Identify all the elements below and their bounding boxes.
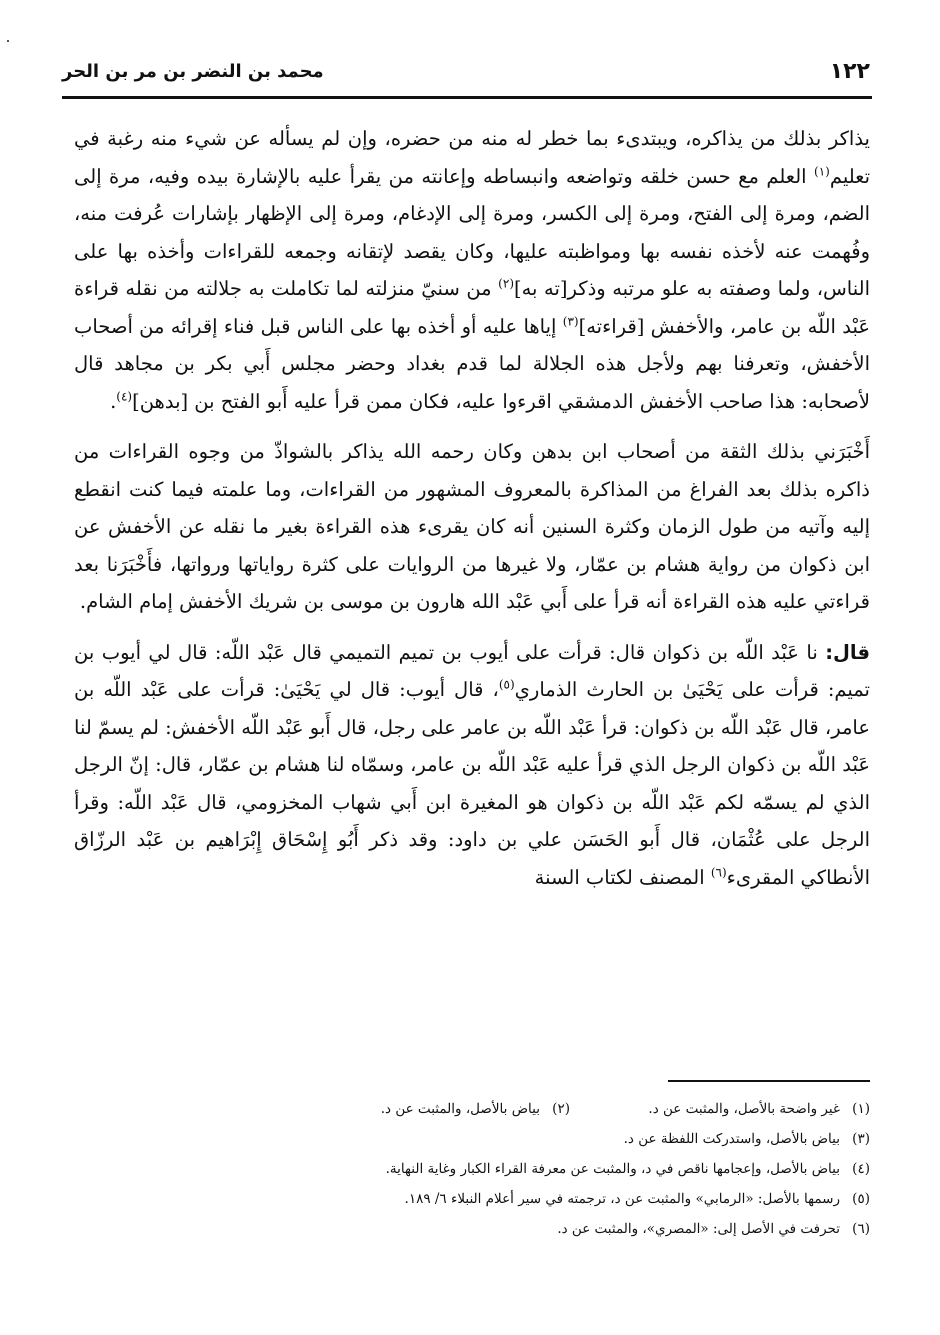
footnote-ref-3: (٣) bbox=[562, 314, 579, 328]
footnote-3-text: بياض بالأصل، واستدركت اللفظة عن د. bbox=[623, 1131, 840, 1147]
footnote-5-number: (٥) bbox=[852, 1191, 870, 1207]
footnote-3 bbox=[624, 1124, 870, 1154]
footnote-3-number: (٣) bbox=[852, 1131, 870, 1147]
footnote-2-number: (٢) bbox=[552, 1101, 570, 1117]
footnote-ref-1: (١) bbox=[814, 164, 830, 178]
paragraph-1-text-a: يذاكر بذلك من يذاكره، ويبتدىء بما خطر له منه من حضره، وإن لم يسأله عن شيء منه رغبة في تعليم bbox=[74, 127, 870, 188]
paragraph-3-text-b: ، قال أيوب: قال لي يَحْيَىٰ: قرأت على عَبْد اللّه بن عامر، قال عَبْد اللّه بن ذكوان: قرأ عَبْد اللّه بن عامر على رجل، قال أَبو عَبْد اللّه الأخفش: لم يسمّ لنا عَبْد اللّه بن ذكوان الرجل الذي قرأ عليه عَبْد اللّه بن عامر، وسمّاه لنا هشام بن عمّار، قال: إنّ الرجل الذي لم يسمّه لكم عَبْد اللّه بن ذكوان هو المغيرة ابن أَبي شهاب المخزومي، قال عَبْد اللّه: وقرأ الرجل على عُثْمَان، قال أَبو الحَسَن علي بن داود: وقد ذكر أَبُو إِسْحَاق إِبْرَاهيم بن عَبْد الرزّاق الأنطاكي المقرىء bbox=[74, 678, 870, 889]
paragraph-1-text-e: . bbox=[110, 389, 117, 413]
footnote-row bbox=[150, 1124, 870, 1154]
scan-speck bbox=[7, 40, 9, 42]
paragraph-2: أَخْبَرَني بذلك الثقة من أصحاب ابن بدهن وكان رحمه الله يذاكر بالشواذّ من وجوه القراءات من ذاكره بذلك بعد الفراغ من المذاكرة بالمعروف المشهور من القراءات، وما علمته فيما كنت انقطع إليه وآتيه من طول الزمان وكثرة السنين أنه كان يقرىء هذه القراءة بغير ما نقله عن الأخفش عن ابن ذكوان من رواية هشام بن عمّار، ولا غيرها من الروايات على كثرة رواياتها ورواتها، فأَخْبَرَنا بعد قراءتي عليه هذه القراءة أنه قرأ على أَبي عَبْد الله هارون بن موسى بن شريك الأخفش إمام الشام. bbox=[74, 440, 870, 613]
page-number: ١٢٢ bbox=[829, 59, 870, 84]
main-text bbox=[74, 120, 870, 896]
paragraph-1-text-c: من سنيّ منزلته لما تكاملت به جلالته من نقله قراءة عَبْد اللّه بن عامر، والأخفش [قراءته] bbox=[74, 277, 870, 338]
page-header bbox=[62, 57, 870, 91]
footnote-row bbox=[150, 1094, 870, 1124]
footnotes bbox=[150, 1094, 870, 1244]
running-title: محمد بن النضر بن مر بن الحر bbox=[62, 61, 324, 82]
footnote-1-text: غير واضحة بالأصل، والمثبت عن د. bbox=[648, 1101, 840, 1117]
footnote-1-number: (١) bbox=[852, 1101, 870, 1117]
footnote-4 bbox=[386, 1154, 870, 1184]
footnote-ref-4: (٤) bbox=[116, 389, 133, 403]
footnote-6 bbox=[557, 1214, 870, 1244]
footnote-6-number: (٦) bbox=[852, 1221, 870, 1237]
footnote-1 bbox=[570, 1094, 870, 1124]
footnote-2-text: بياض بالأصل، والمثبت عن د. bbox=[380, 1101, 540, 1117]
footnote-separator bbox=[668, 1080, 870, 1082]
footnote-4-text: بياض بالأصل، وإعجامها ناقص في د، والمثبت عن معرفة القراء الكبار وغاية النهاية. bbox=[385, 1161, 840, 1177]
paragraph-3-text-c: المصنف لكتاب السنة bbox=[534, 865, 711, 889]
footnote-ref-6: (٦) bbox=[710, 865, 727, 879]
header-rule bbox=[62, 96, 872, 99]
paragraph-3-lead: قال: bbox=[825, 640, 870, 664]
footnote-5 bbox=[405, 1184, 870, 1214]
footnote-5-text: رسمها بالأصل: «الرمابي» والمثبت عن د، ترجمته في سير أعلام النبلاء ٦/ ١٨٩. bbox=[404, 1191, 840, 1207]
footnote-ref-2: (٢) bbox=[498, 276, 514, 291]
footnote-row bbox=[150, 1184, 870, 1214]
paragraph-1-text-b: العلم مع حسن خلقه وتواضعه وانبساطه وإعانته من يقرأ عليه بالإشارة بيده وفيه، مرة إلى الضم، ومرة إلى الفتح، ومرة إلى الكسر، ومرة إلى الإدغام، ومرة إلى الإظهار بإشارات عُرفت منه، وفُهمت عنه لأخذه نفسه بها ومواظبته عليها، وكان يقصد لإتقانه وجمعه للقراءات وأخذه بها على الناس، ولما وصفته به علو مرتبه وذكر[ته به] bbox=[74, 164, 870, 300]
footnote-row bbox=[150, 1154, 870, 1184]
paragraph-3-text-a: نا عَبْد اللّه بن ذكوان قال: قرأت على أيوب بن تميم التميمي قال عَبْد اللّه: قال لي أيوب بن تميم: قرأت على يَحْيَىٰ بن الحارث الذماري bbox=[74, 640, 870, 701]
paragraph-1-text-d: إياها عليه أو أخذه بها على الناس قبل فناء إقرائه من أصحاب الأخفش، وتعرفنا بهم ولأجل هذه الجلالة لما قدم بغداد وحضر مجلس أَبي بكر بن مجاهد قال لأصحابه: هذا صاحب الأخفش الدمشقي اقرءوا عليه، فكان ممن قرأ عليه أَبو الفتح بن [بدهن] bbox=[74, 314, 870, 413]
footnote-4-number: (٤) bbox=[852, 1161, 870, 1177]
footnote-row bbox=[150, 1214, 870, 1244]
footnote-6-text: تحرفت في الأصل إلى: «المصري»، والمثبت عن د. bbox=[557, 1221, 840, 1237]
paragraph-1 bbox=[74, 120, 870, 420]
footnote-ref-5: (٥) bbox=[498, 677, 515, 692]
footnote-2 bbox=[381, 1094, 570, 1124]
paragraph-3 bbox=[74, 634, 870, 897]
